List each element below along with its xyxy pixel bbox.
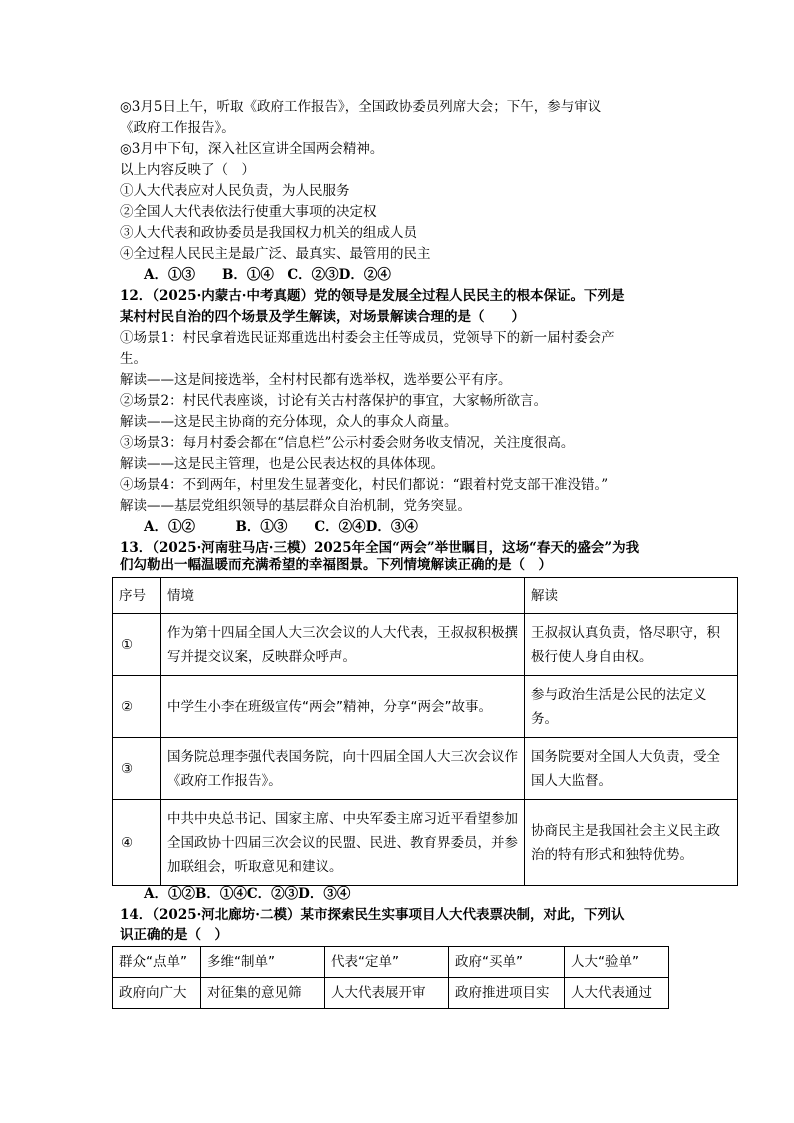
q12-scene-1: ①场景1：村民拿着选民证郑重选出村委会主任等成员，党领导下的新一届村委会产 (120, 330, 615, 346)
table-row (113, 800, 738, 886)
table-header-cell: 群众“点单” (113, 947, 201, 978)
q11-statement-2: ②全国人大代表依法行使重大事项的决定权 (120, 204, 377, 220)
scenario-cell: 中学生小李在班级宣传“两会”精神，分享“两会”故事。 (161, 676, 525, 738)
q14-title: 14．（2025·河北廊坊·二模）某市探索民生实事项目人大代表票决制，对此，下列认 (120, 907, 625, 923)
q13-title: 13．（2025·河南驻马店·三模）2025年全国“两会”举世瞩目，这场“春天的盛会”为我 (120, 540, 640, 556)
table-cell: 人大代表展开审 (325, 978, 449, 1009)
q11-statement-3: ③人大代表和政协委员是我国权力机关的组成人员 (120, 225, 417, 241)
row-number: ④ (113, 800, 161, 886)
table-row (113, 614, 738, 676)
table-header-row (113, 947, 669, 978)
q12-scene-2: ②场景2：村民代表座谈，讨论有关古村落保护的事宜，大家畅所欲言。 (120, 393, 548, 409)
q11-text-line: ◎3月中下旬，深入社区宣讲全国两会精神。 (120, 141, 384, 157)
table-cell: 政府向广大 (113, 978, 201, 1009)
q11-text-line: ◎3月5日上午，听取《政府工作报告》，全国政协委员列席大会；下午，参与审议 (120, 99, 602, 115)
table-header-cell: 人大“验单” (565, 947, 669, 978)
scenario-cell: 中共中央总书记、国家主席、中央军委主席习近平看望参加全国政协十四届三次会议的民盟、民进、教育界委员，并参加联组会，听取意见和建议。 (161, 800, 525, 886)
q11-statement-1: ①人大代表应对人民负责，为人民服务 (120, 183, 350, 199)
q13-options: A．①②B．①④C．②③D．③④ (144, 886, 351, 902)
scenario-cell: 国务院总理李强代表国务院，向十四届全国人大三次会议作《政府工作报告》。 (161, 738, 525, 800)
q14-title-cont: 识正确的是（ ） (120, 927, 228, 943)
q12-reading-1: 解读——这是间接选举，全村村民都有选举权，选举要公平有序。 (120, 372, 512, 388)
table-header-cell: 序号 (113, 578, 161, 614)
interpretation-cell: 参与政治生活是公民的法定义务。 (525, 676, 738, 738)
table-header-cell: 代表“定单” (325, 947, 449, 978)
q14-table (112, 946, 669, 1009)
q12-scene-4: ④场景4：不到两年，村里发生显著变化，村民们都说：“跟着村党支部干准没错。” (120, 477, 609, 493)
table-header-cell: 多维“制单” (201, 947, 325, 978)
q12-reading-4: 解读——基层党组织领导的基层群众自治机制，党务突显。 (120, 498, 471, 514)
q13-title-cont: 们勾勒出一幅温暖而充满希望的幸福图景。下列情境解读正确的是（ ） (120, 557, 552, 573)
q12-reading-3: 解读——这是民主管理，也是公民表达权的具体体现。 (120, 456, 444, 472)
table-header-cell: 情境 (161, 578, 525, 614)
row-number: ③ (113, 738, 161, 800)
table-row (113, 676, 738, 738)
scenario-cell: 作为第十四届全国人大三次会议的人大代表，王叔叔积极撰写并提交议案，反映群众呼声。 (161, 614, 525, 676)
interpretation-cell: 国务院要对全国人大负责，受全国人大监督。 (525, 738, 738, 800)
table-cell: 政府推进项目实 (449, 978, 565, 1009)
q12-title: 12．（2025·内蒙古·中考真题）党的领导是发展全过程人民民主的根本保证。下列是 (120, 288, 625, 304)
q11-statement-4: ④全过程人民民主是最广泛、最真实、最管用的民主 (120, 246, 431, 262)
row-number: ① (113, 614, 161, 676)
q13-table (112, 577, 738, 886)
table-header-cell: 政府“买单” (449, 947, 565, 978)
table-cell: 人大代表通过 (565, 978, 669, 1009)
interpretation-cell: 协商民主是我国社会主义民主政治的特有形式和独特优势。 (525, 800, 738, 886)
interpretation-cell: 王叔叔认真负责，恪尽职守，积极行使人身自由权。 (525, 614, 738, 676)
row-number: ② (113, 676, 161, 738)
table-header-row (113, 578, 738, 614)
q12-options: A．①② B．①③ C．②④D．③④ (144, 519, 418, 535)
table-cell: 对征集的意见筛 (201, 978, 325, 1009)
q11-stem: 以上内容反映了（ ） (120, 162, 255, 178)
table-row (113, 738, 738, 800)
table-header-cell: 解读 (525, 578, 738, 614)
q12-title-cont: 某村村民自治的四个场景及学生解读，对场景解读合理的是（ ） (120, 309, 525, 325)
table-row (113, 978, 669, 1009)
q11-text-line: 《政府工作报告》。 (120, 120, 235, 136)
q11-options: A．①③ B．①④ C．②③D．②④ (144, 267, 391, 283)
q12-reading-2: 解读——这是民主协商的充分体现，众人的事众人商量。 (120, 414, 458, 430)
q12-scene-1-cont: 生。 (120, 351, 147, 367)
q12-scene-3: ③场景3：每月村委会都在“信息栏”公示村委会财务收支情况，关注度很高。 (120, 435, 575, 451)
